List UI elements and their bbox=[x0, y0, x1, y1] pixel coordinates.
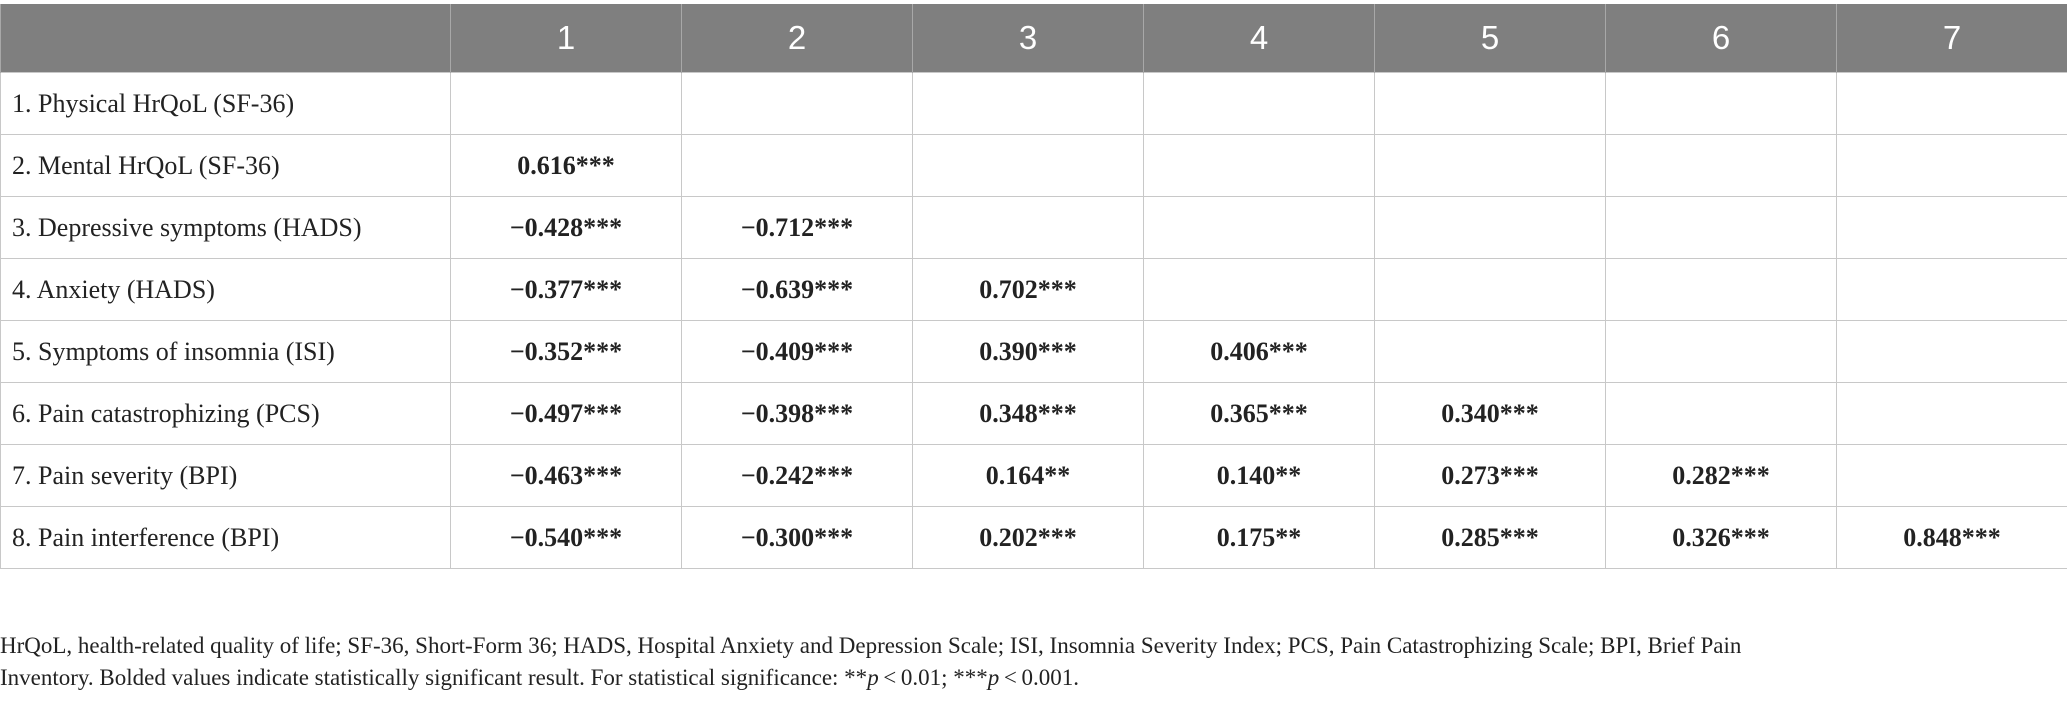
column-header-3: 3 bbox=[913, 4, 1144, 73]
correlation-cell bbox=[1144, 197, 1375, 259]
correlation-cell: −0.242*** bbox=[682, 445, 913, 507]
footnote-text: Inventory. Bolded values indicate statistically significant result. For statistical significance: ** bbox=[0, 665, 868, 690]
correlation-cell: 0.164** bbox=[913, 445, 1144, 507]
correlation-cell bbox=[1837, 445, 2067, 507]
correlation-cell bbox=[1837, 321, 2067, 383]
correlation-cell bbox=[682, 73, 913, 135]
correlation-cell bbox=[1375, 259, 1606, 321]
row-label: 5. Symptoms of insomnia (ISI) bbox=[1, 321, 451, 383]
footnote-line-2 bbox=[0, 662, 2040, 694]
row-label: 3. Depressive symptoms (HADS) bbox=[1, 197, 451, 259]
footnote-p-symbol: p bbox=[867, 665, 879, 690]
footnote-line-1: HrQoL, health-related quality of life; SF-36, Short-Form 36; HADS, Hospital Anxiety and Depression Scale; ISI, Insomnia Severity Index; PCS, Pain Catastrophizing Scale; BPI, Brief Pain bbox=[0, 633, 1742, 658]
correlation-cell: 0.616*** bbox=[451, 135, 682, 197]
correlation-cell bbox=[451, 73, 682, 135]
correlation-cell bbox=[1144, 135, 1375, 197]
correlation-cell bbox=[1144, 259, 1375, 321]
row-label: 8. Pain interference (BPI) bbox=[1, 507, 451, 569]
correlation-cell: 0.326*** bbox=[1606, 507, 1837, 569]
footnote-p-symbol: p bbox=[987, 665, 1000, 690]
correlation-cell bbox=[1606, 73, 1837, 135]
row-label: 4. Anxiety (HADS) bbox=[1, 259, 451, 321]
column-header-2: 2 bbox=[682, 4, 913, 73]
correlation-cell bbox=[1375, 197, 1606, 259]
correlation-cell: 0.340*** bbox=[1375, 383, 1606, 445]
correlation-cell bbox=[1375, 135, 1606, 197]
correlation-cell bbox=[1837, 259, 2067, 321]
correlation-cell: −0.377*** bbox=[451, 259, 682, 321]
correlation-cell: 0.175** bbox=[1144, 507, 1375, 569]
correlation-cell: 0.273*** bbox=[1375, 445, 1606, 507]
correlation-cell: −0.463*** bbox=[451, 445, 682, 507]
table-row bbox=[1, 259, 2067, 321]
correlation-cell: 0.848*** bbox=[1837, 507, 2067, 569]
table-row bbox=[1, 383, 2067, 445]
correlation-cell bbox=[913, 135, 1144, 197]
correlation-cell bbox=[913, 197, 1144, 259]
correlation-cell: 0.202*** bbox=[913, 507, 1144, 569]
correlation-cell: 0.140** bbox=[1144, 445, 1375, 507]
table-footnote bbox=[0, 630, 2040, 694]
correlation-cell: −0.712*** bbox=[682, 197, 913, 259]
correlation-cell: −0.540*** bbox=[451, 507, 682, 569]
correlation-table-container bbox=[0, 4, 2067, 569]
column-header-1: 1 bbox=[451, 4, 682, 73]
column-header-6: 6 bbox=[1606, 4, 1837, 73]
correlation-cell bbox=[1837, 135, 2067, 197]
correlation-cell bbox=[682, 135, 913, 197]
column-header-7: 7 bbox=[1837, 4, 2067, 73]
row-label: 1. Physical HrQoL (SF-36) bbox=[1, 73, 451, 135]
table-header bbox=[1, 4, 2067, 73]
correlation-cell bbox=[1375, 321, 1606, 383]
correlation-cell: 0.406*** bbox=[1144, 321, 1375, 383]
table-row bbox=[1, 135, 2067, 197]
correlation-cell: −0.497*** bbox=[451, 383, 682, 445]
column-header-4: 4 bbox=[1144, 4, 1375, 73]
correlation-cell: 0.365*** bbox=[1144, 383, 1375, 445]
correlation-cell bbox=[1606, 383, 1837, 445]
correlation-table bbox=[0, 4, 2067, 569]
correlation-cell bbox=[1375, 73, 1606, 135]
correlation-cell: −0.639*** bbox=[682, 259, 913, 321]
correlation-cell bbox=[1144, 73, 1375, 135]
correlation-cell: 0.282*** bbox=[1606, 445, 1837, 507]
table-row bbox=[1, 507, 2067, 569]
correlation-cell bbox=[1606, 135, 1837, 197]
column-header-5: 5 bbox=[1375, 4, 1606, 73]
correlation-cell bbox=[913, 73, 1144, 135]
correlation-cell: 0.348*** bbox=[913, 383, 1144, 445]
correlation-cell: −0.352*** bbox=[451, 321, 682, 383]
correlation-cell bbox=[1837, 197, 2067, 259]
table-row bbox=[1, 73, 2067, 135]
row-label: 6. Pain catastrophizing (PCS) bbox=[1, 383, 451, 445]
row-label: 2. Mental HrQoL (SF-36) bbox=[1, 135, 451, 197]
table-body bbox=[1, 73, 2067, 569]
correlation-cell: 0.285*** bbox=[1375, 507, 1606, 569]
correlation-cell: −0.398*** bbox=[682, 383, 913, 445]
correlation-cell bbox=[1606, 259, 1837, 321]
correlation-cell bbox=[1606, 321, 1837, 383]
correlation-cell: −0.300*** bbox=[682, 507, 913, 569]
correlation-cell: 0.702*** bbox=[913, 259, 1144, 321]
row-label: 7. Pain severity (BPI) bbox=[1, 445, 451, 507]
footnote-text: < 0.01; *** bbox=[878, 665, 988, 690]
correlation-cell bbox=[1837, 383, 2067, 445]
table-row bbox=[1, 321, 2067, 383]
correlation-cell bbox=[1606, 197, 1837, 259]
footnote-text: < 0.001. bbox=[999, 665, 1079, 690]
header-row bbox=[1, 4, 2067, 73]
table-row bbox=[1, 197, 2067, 259]
correlation-cell: 0.390*** bbox=[913, 321, 1144, 383]
column-header-blank bbox=[1, 4, 451, 73]
table-row bbox=[1, 445, 2067, 507]
correlation-cell: −0.409*** bbox=[682, 321, 913, 383]
correlation-cell: −0.428*** bbox=[451, 197, 682, 259]
correlation-cell bbox=[1837, 73, 2067, 135]
